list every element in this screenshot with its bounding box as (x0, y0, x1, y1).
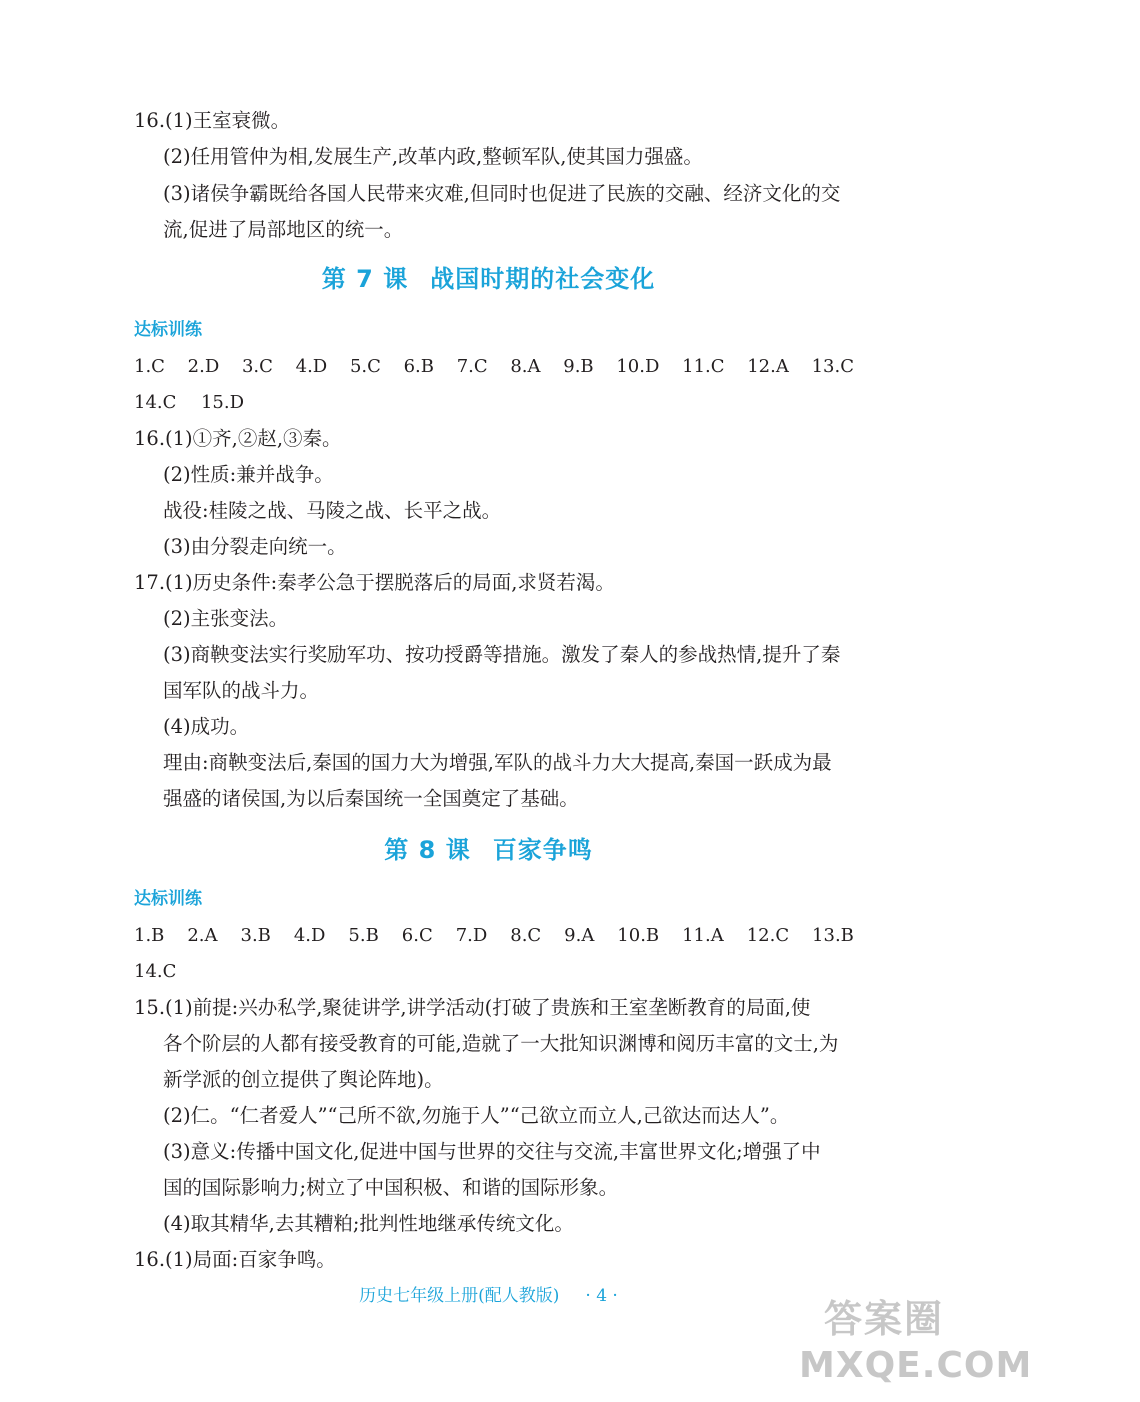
answer-line: 17.(1)历史条件:秦孝公急于摆脱落后的局面,求贤若渴。 (134, 571, 615, 594)
choice-answer: 9.A (564, 925, 595, 946)
lesson-8-heading (0, 835, 977, 865)
choice-answer: 3.C (241, 356, 273, 377)
answer-line: (3)意义:传播中国文化,促进中国与世界的交往与交流,丰富世界文化;增强了中 (163, 1140, 821, 1163)
choice-answer: 14.C (134, 392, 177, 413)
choice-answer: 8.A (510, 356, 541, 377)
answer-line: (3)由分裂走向统一。 (163, 535, 347, 558)
choice-answer: 4.D (295, 356, 328, 377)
choice-answer: 10.B (617, 925, 660, 946)
section-heading: 达标训练 (134, 889, 202, 909)
answer-line: 新学派的创立提供了舆论阵地)。 (163, 1068, 444, 1091)
answer-line: 各个阶层的人都有接受教育的可能,造就了一大批知识渊博和阅历丰富的文士,为 (163, 1032, 839, 1055)
answer-line: 战役:桂陵之战、马陵之战、长平之战。 (163, 499, 502, 522)
choice-answer: 6.B (403, 356, 434, 377)
choice-answer: 4.D (293, 925, 326, 946)
answer-line: (2)任用管仲为相,发展生产,改革内政,整顿军队,使其国力强盛。 (163, 145, 703, 168)
answer-line: 国的国际影响力;树立了中国积极、和谐的国际形象。 (163, 1176, 619, 1199)
choice-answer: 5.C (349, 356, 381, 377)
lesson-number: 第 8 课 (384, 836, 471, 864)
choice-answer: 1.C (134, 356, 165, 377)
answer-line: 16.(1)局面:百家争鸣。 (134, 1248, 336, 1271)
answer-line: 理由:商鞅变法后,秦国的国力大为增强,军队的战斗力大大提高,秦国一跃成为最 (163, 751, 832, 774)
answer-line: 15.(1)前提:兴办私学,聚徒讲学,讲学活动(打破了贵族和王室垄断教育的局面,使 (134, 996, 811, 1019)
section-heading: 达标训练 (134, 320, 202, 340)
choice-answer: 11.A (682, 925, 724, 946)
answer-line: 流,促进了局部地区的统一。 (163, 218, 404, 241)
choice-answers-row (134, 390, 244, 416)
choice-answer: 2.D (187, 356, 220, 377)
choice-answer: 13.B (812, 925, 854, 946)
choice-answer: 11.C (682, 356, 725, 377)
watermark-text: 答案圈 (823, 1297, 944, 1341)
lesson-title: 百家争鸣 (492, 836, 593, 864)
lesson-title: 战国时期的社会变化 (430, 265, 656, 293)
answer-line: 16.(1)王室衰微。 (134, 109, 291, 132)
choice-answer: 8.C (510, 925, 542, 946)
choice-answer: 5.B (348, 925, 379, 946)
choice-answer: 7.C (456, 356, 488, 377)
choice-answer: 14.C (134, 961, 177, 982)
answer-line: (2)性质:兼并战争。 (163, 463, 334, 486)
choice-answers-row (134, 959, 194, 985)
book-title: 历史七年级上册(配人教版) (359, 1286, 560, 1306)
choice-answer: 12.C (746, 925, 790, 946)
choice-answer: 12.A (747, 356, 789, 377)
watermark-logo (799, 1294, 1033, 1398)
watermark-url: MXQE.COM (799, 1345, 1033, 1386)
choice-answer: 7.D (455, 925, 488, 946)
answer-line: (2)主张变法。 (163, 607, 289, 630)
answer-line: (4)成功。 (163, 715, 250, 738)
choice-answer: 10.D (616, 356, 660, 377)
answer-line: 国军队的战斗力。 (163, 679, 320, 702)
choice-answer: 2.A (187, 925, 218, 946)
choice-answers-row (134, 923, 854, 949)
answer-line: (3)商鞅变法实行奖励军功、按功授爵等措施。激发了秦人的参战热情,提升了秦 (163, 643, 841, 666)
page-number: · 4 · (585, 1286, 618, 1306)
answer-line: 16.(1)①齐,②赵,③秦。 (134, 427, 342, 450)
choice-answers-row (134, 354, 854, 380)
choice-answer: 13.C (811, 356, 854, 377)
choice-answer: 1.B (134, 925, 165, 946)
answer-line: (3)诸侯争霸既给各国人民带来灾难,但同时也促进了民族的交融、经济文化的交 (163, 182, 841, 205)
choice-answer: 9.B (563, 356, 594, 377)
lesson-7-heading (0, 264, 977, 294)
answer-line: 强盛的诸侯国,为以后秦国统一全国奠定了基础。 (163, 787, 579, 810)
choice-answer: 6.C (401, 925, 433, 946)
answer-line: (2)仁。“仁者爱人”“己所不欲,勿施于人”“己欲立而立人,己欲达而达人”。 (163, 1104, 790, 1127)
choice-answer: 3.B (240, 925, 271, 946)
answer-line: (4)取其精华,去其糟粕;批判性地继承传统文化。 (163, 1212, 574, 1235)
choice-answer: 15.D (200, 392, 244, 413)
lesson-number: 第 7 课 (321, 265, 409, 293)
